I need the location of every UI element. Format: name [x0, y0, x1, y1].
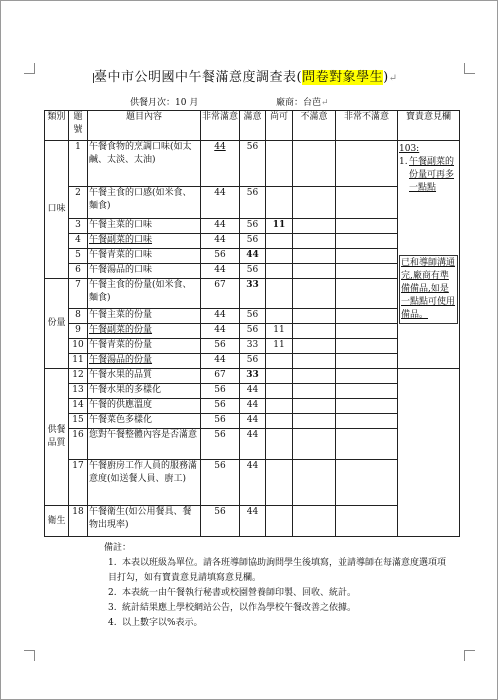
cell-very-satisfied: 56	[201, 384, 240, 399]
cell-unsatisfied	[293, 429, 336, 460]
cell-very-unsatisfied	[336, 279, 398, 309]
cell-unsatisfied	[293, 384, 336, 399]
paragraph-mark-icon: ↵	[388, 73, 398, 84]
cell-very-unsatisfied	[336, 399, 398, 414]
cell-satisfied: 56	[240, 141, 266, 187]
cell-very-satisfied: 44	[201, 141, 240, 187]
cell-ok	[266, 429, 293, 460]
cell-very-unsatisfied	[336, 506, 398, 537]
cell-unsatisfied	[293, 339, 336, 354]
row-number: 6	[69, 264, 88, 279]
category-portion: 份量	[45, 279, 69, 369]
suggestion-reply: 已和導師溝通完,廠商有準備備品,如是一點點可使用備品。	[399, 255, 458, 324]
vendor-label: 廠商：台芭↵	[276, 98, 329, 108]
table-row	[45, 141, 460, 187]
cell-unsatisfied	[293, 414, 336, 429]
cell-ok	[266, 249, 293, 264]
table-row	[45, 249, 460, 264]
margin-mark-bottom-left	[24, 650, 35, 661]
cell-very-unsatisfied	[336, 384, 398, 399]
cell-very-satisfied: 44	[201, 324, 240, 339]
table-row	[45, 429, 460, 460]
row-number: 11	[69, 354, 88, 369]
row-number: 15	[69, 414, 88, 429]
row-number: 14	[69, 399, 88, 414]
row-item: 午餐湯品的份量	[88, 354, 201, 369]
cell-very-unsatisfied	[336, 264, 398, 279]
row-number: 8	[69, 309, 88, 324]
cell-unsatisfied	[293, 324, 336, 339]
header-suggestions: 寶貴意見欄	[398, 111, 460, 141]
cell-very-satisfied: 44	[201, 219, 240, 234]
cell-satisfied: 33	[240, 279, 266, 309]
row-item: 午餐水果的多樣化	[88, 384, 201, 399]
cell-ok	[266, 354, 293, 369]
notes-title: 備註：	[104, 543, 132, 553]
cell-ok	[266, 506, 293, 537]
cell-very-unsatisfied	[336, 369, 398, 384]
row-number: 16	[69, 429, 88, 460]
header-category: 類別	[45, 111, 69, 141]
cell-unsatisfied	[293, 279, 336, 309]
cell-very-unsatisfied	[336, 187, 398, 219]
suggestion-item: 1. 午餐副菜的份量可再多一點點	[399, 157, 455, 193]
row-item: 午餐副菜的份量	[88, 324, 201, 339]
suggestion-class-code: 103:	[399, 144, 420, 154]
cell-satisfied: 44	[240, 249, 266, 264]
cell-ok	[266, 264, 293, 279]
note-item: 2. 本表統一由午餐執行秘書或校園營養師印製、回收、統計。	[108, 588, 357, 598]
cell-satisfied: 56	[240, 234, 266, 249]
cell-very-unsatisfied	[336, 219, 398, 234]
cell-ok	[266, 309, 293, 324]
row-number: 4	[69, 234, 88, 249]
cell-satisfied: 33	[240, 369, 266, 384]
row-number: 1	[69, 141, 88, 187]
cell-very-satisfied: 56	[201, 339, 240, 354]
row-number: 17	[69, 460, 88, 506]
cell-unsatisfied	[293, 309, 336, 324]
cell-ok	[266, 187, 293, 219]
row-item: 午餐菜色多樣化	[88, 414, 201, 429]
cell-ok	[266, 234, 293, 249]
table-row	[45, 219, 460, 234]
cell-ok: 11	[266, 324, 293, 339]
cell-satisfied: 56	[240, 324, 266, 339]
header-very-satisfied: 非常滿意	[201, 111, 240, 141]
header-satisfied: 滿意	[240, 111, 266, 141]
row-item: 午餐主食的份量(如米食、麵食)	[88, 279, 201, 309]
table-row	[45, 384, 460, 399]
row-number: 18	[69, 506, 88, 537]
category-taste: 口味	[45, 141, 69, 279]
cell-satisfied: 56	[240, 187, 266, 219]
cell-very-unsatisfied	[336, 309, 398, 324]
cell-satisfied: 33	[240, 339, 266, 354]
cell-unsatisfied	[293, 187, 336, 219]
cell-ok	[266, 369, 293, 384]
table-row	[45, 187, 460, 219]
cell-very-satisfied: 44	[201, 234, 240, 249]
row-item: 午餐青菜的口味	[88, 249, 201, 264]
cell-ok: 11	[266, 339, 293, 354]
survey-table	[44, 110, 460, 537]
cell-ok: 11	[266, 219, 293, 234]
cell-very-unsatisfied	[336, 141, 398, 187]
cell-satisfied: 44	[240, 506, 266, 537]
row-number: 3	[69, 219, 88, 234]
title-main: 臺中市公明國中午餐滿意度調查表(	[94, 70, 303, 85]
notes-section	[104, 541, 448, 631]
cell-very-unsatisfied	[336, 234, 398, 249]
cell-very-satisfied: 56	[201, 249, 240, 264]
cell-ok	[266, 384, 293, 399]
row-number: 12	[69, 369, 88, 384]
cell-unsatisfied	[293, 264, 336, 279]
cell-unsatisfied	[293, 369, 336, 384]
row-item: 午餐食物的烹調口味(如太鹹、太淡、太油)	[88, 141, 201, 187]
cell-very-unsatisfied	[336, 460, 398, 506]
header-ok: 尚可	[266, 111, 293, 141]
row-item: 午餐水果的品質	[88, 369, 201, 384]
note-item: 4. 以上數字以%表示。	[108, 618, 203, 628]
header-very-unsatisfied: 非常不滿意	[336, 111, 398, 141]
row-item: 您對午餐整體內容是否滿意	[88, 429, 201, 460]
cell-satisfied: 44	[240, 399, 266, 414]
cell-unsatisfied	[293, 506, 336, 537]
cell-very-satisfied: 56	[201, 506, 240, 537]
cell-satisfied: 44	[240, 414, 266, 429]
row-item: 午餐衛生(如公用餐具、餐物出現率)	[88, 506, 201, 537]
cell-ok	[266, 141, 293, 187]
title-tail: )	[383, 70, 389, 85]
row-item: 午餐主菜的口味	[88, 219, 201, 234]
row-item: 午餐廚房工作人員的服務滿意度(如送餐人員、廚工)	[88, 460, 201, 506]
cell-unsatisfied	[293, 219, 336, 234]
table-row	[45, 324, 460, 339]
table-row	[45, 460, 460, 506]
table-row	[45, 399, 460, 414]
cell-very-satisfied: 44	[201, 264, 240, 279]
cell-satisfied: 56	[240, 309, 266, 324]
table-row	[45, 369, 460, 384]
note-item: 3. 統計結果應上學校網站公告，以作為學校午餐改善之依據。	[108, 603, 357, 613]
suggestion-cell-upper	[398, 141, 460, 369]
cell-unsatisfied	[293, 354, 336, 369]
margin-mark-bottom-right	[464, 650, 475, 661]
cell-satisfied: 56	[240, 219, 266, 234]
cell-ok	[266, 414, 293, 429]
suggestion-cell-lower	[398, 369, 460, 537]
cell-satisfied: 44	[240, 429, 266, 460]
cell-very-satisfied: 67	[201, 279, 240, 309]
header-unsatisfied: 不滿意	[293, 111, 336, 141]
table-row	[45, 339, 460, 354]
table-row	[45, 309, 460, 324]
header-item: 題目內容	[88, 111, 201, 141]
cell-unsatisfied	[293, 399, 336, 414]
cell-very-unsatisfied	[336, 429, 398, 460]
cell-ok	[266, 460, 293, 506]
cell-very-unsatisfied	[336, 354, 398, 369]
table-row	[45, 279, 460, 309]
cell-very-satisfied: 56	[201, 460, 240, 506]
cell-ok	[266, 399, 293, 414]
cell-ok	[266, 279, 293, 309]
category-hygiene: 衛生	[45, 506, 69, 537]
cell-unsatisfied	[293, 234, 336, 249]
table-row	[45, 506, 460, 537]
cell-very-satisfied: 44	[201, 354, 240, 369]
title-highlight: 問卷對象學生	[302, 70, 384, 85]
cell-satisfied: 56	[240, 354, 266, 369]
margin-mark-top-right	[464, 63, 475, 74]
cell-very-unsatisfied	[336, 324, 398, 339]
cell-very-satisfied: 56	[201, 429, 240, 460]
cell-satisfied: 44	[240, 460, 266, 506]
cell-very-satisfied: 56	[201, 414, 240, 429]
table-row	[45, 234, 460, 249]
cell-very-unsatisfied	[336, 339, 398, 354]
row-number: 7	[69, 279, 88, 309]
table-row	[45, 354, 460, 369]
row-number: 9	[69, 324, 88, 339]
table-row	[45, 414, 460, 429]
row-number: 13	[69, 384, 88, 399]
cell-unsatisfied	[293, 460, 336, 506]
row-number: 10	[69, 339, 88, 354]
margin-mark-top-left	[24, 63, 35, 74]
cell-very-satisfied: 67	[201, 369, 240, 384]
row-item: 午餐湯品的口味	[88, 264, 201, 279]
cell-very-unsatisfied	[336, 414, 398, 429]
category-quality: 供餐品質	[45, 369, 69, 506]
cell-very-satisfied: 44	[201, 187, 240, 219]
header-number: 題號	[69, 111, 88, 141]
row-item: 午餐青菜的份量	[88, 339, 201, 354]
cell-very-unsatisfied	[336, 249, 398, 264]
cell-satisfied: 56	[240, 264, 266, 279]
row-item: 午餐主菜的份量	[88, 309, 201, 324]
cell-very-satisfied: 56	[201, 399, 240, 414]
header-row	[45, 111, 460, 141]
row-item: 午餐副菜的口味	[88, 234, 201, 249]
row-number: 2	[69, 187, 88, 219]
month-label: 供餐月次：10 月	[130, 98, 199, 108]
row-item: 午餐主食的口感(如米食、麵食)	[88, 187, 201, 219]
cell-satisfied: 44	[240, 384, 266, 399]
page-title	[92, 66, 398, 85]
cell-unsatisfied	[293, 141, 336, 187]
row-item: 午餐的供應溫度	[88, 399, 201, 414]
note-item: 1. 本表以班級為單位。請各班導師協助詢問學生後填寫，並請導師在每滿意度選項項目打勾，如有寶貴意見請填寫意見欄。	[108, 558, 447, 583]
table-row	[45, 264, 460, 279]
cell-unsatisfied	[293, 249, 336, 264]
cell-very-satisfied: 44	[201, 309, 240, 324]
row-number: 5	[69, 249, 88, 264]
